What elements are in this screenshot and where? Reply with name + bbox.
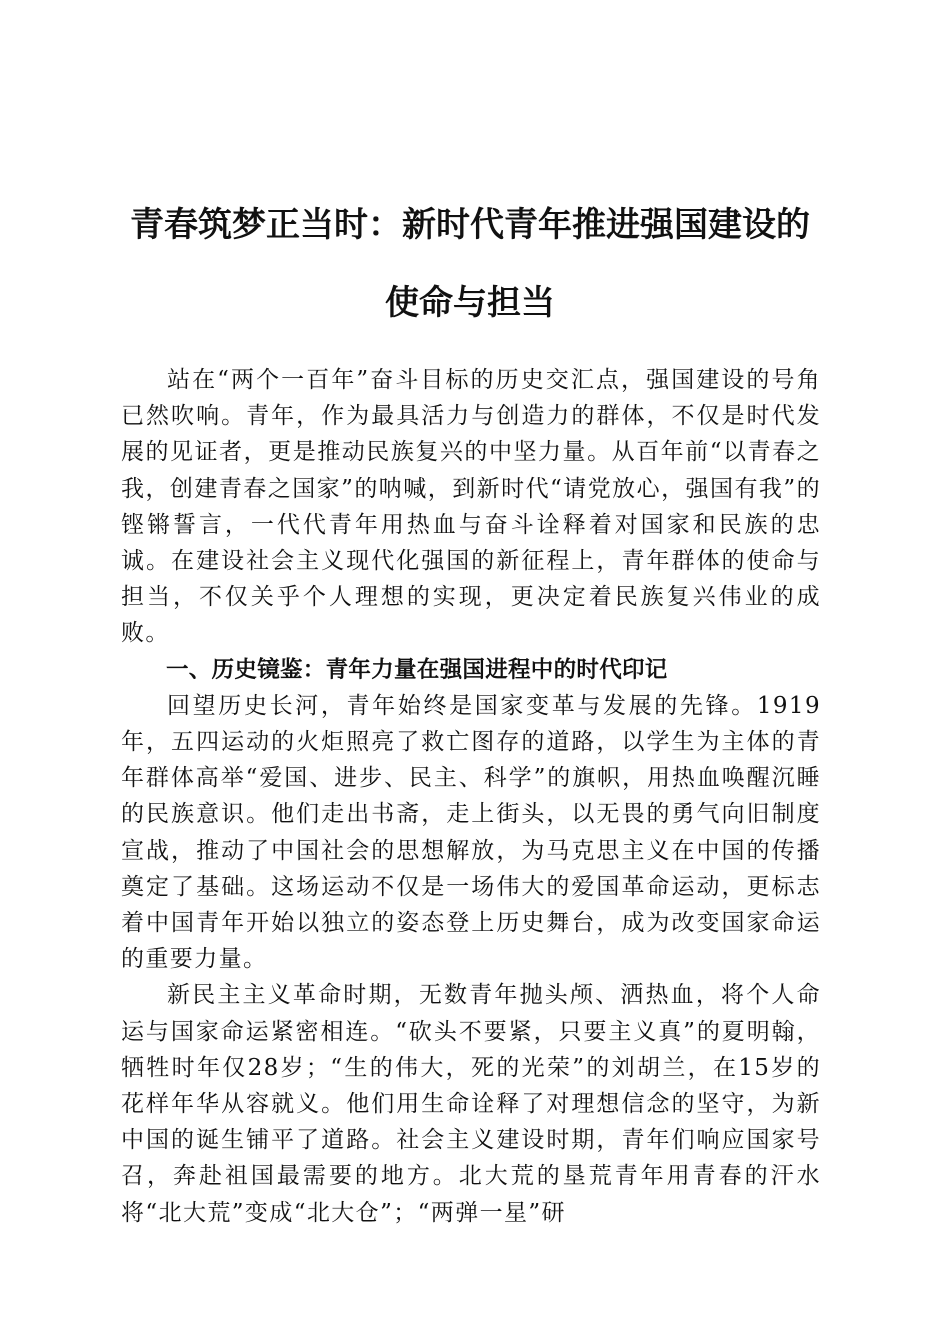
body-paragraph: 回望历史长河，青年始终是国家变革与发展的先锋。1919年，五四运动的火炬照亮了救亡图存的道路，以学生为主体的青年群体高举“爱国、进步、民主、科学”的旗帜，用热血唤醒沉睡的民族意识。他们走出书斋，走上街头，以无畏的勇气向旧制度宣战，推动了中国社会的思想解放，为马克思主义在中国的传播奠定了基础。这场运动不仅是一场伟大的爱国革命运动，更标志着中国青年开始以独立的姿态登上历史舞台，成为改变国家命运的重要力量。 [121,692,821,973]
intro-paragraph: 站在“两个一百年”奋斗目标的历史交汇点，强国建设的号角已然吹响。青年，作为最具活力与创造力的群体，不仅是时代发展的见证者，更是推动民族复兴的中坚力量。从百年前“以青春之我，创建青春之国家”的呐喊，到新时代“请党放心，强国有我”的铿锵誓言，一代代青年用热血与奋斗诠释着对国家和民族的忠诚。在建设社会主义现代化强国的新征程上，青年群体的使命与担当，不仅关乎个人理想的实现，更决定着民族复兴伟业的成败。 [121,367,821,647]
title-line-2: 使命与担当 [385,283,555,323]
title-line-1: 青春筑梦正当时：新时代青年推进强国建设的 [130,205,810,245]
document-body [121,362,821,1231]
section-heading: 一、历史镜鉴：青年力量在强国进程中的时代印记 [166,656,668,683]
body-paragraph: 新民主主义革命时期，无数青年抛头颅、洒热血，将个人命运与国家命运紧密相连。“砍头不要紧，只要主义真”的夏明翰，牺牲时年仅28岁；“生的伟大，死的光荣”的刘胡兰，在15岁的花样年华从容就义。他们用生命诠释了对理想信念的坚守，为新中国的诞生铺平了道路。社会主义建设时期，青年们响应国家号召，奔赴祖国最需要的地方。北大荒的垦荒青年用青春的汗水将“北大荒”变成“北大仓”；“两弹一星”研 [121,982,821,1226]
document-title [100,186,840,342]
